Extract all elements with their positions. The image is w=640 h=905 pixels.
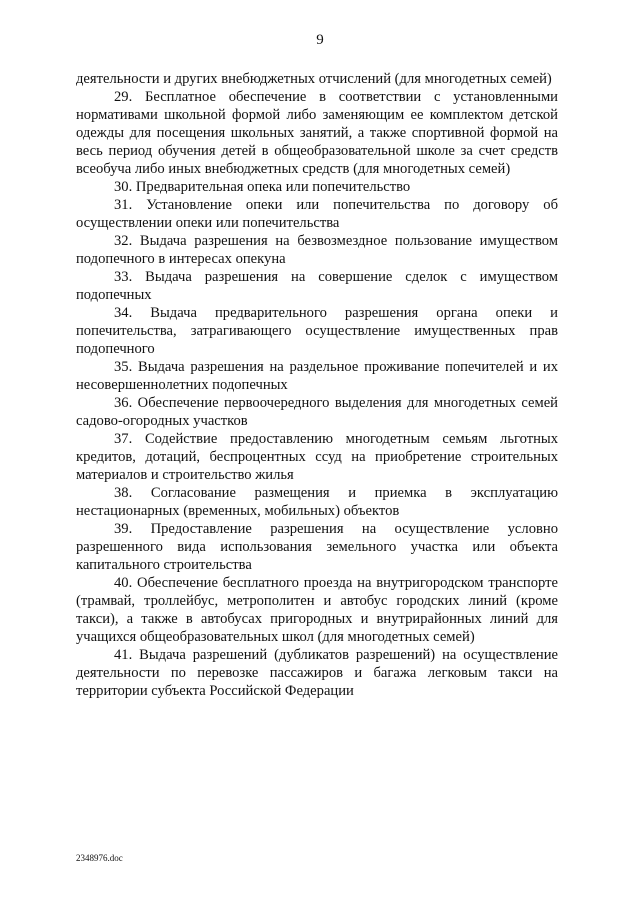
list-item: 33. Выдача разрешения на совершение сделок с имуществом подопечных (76, 269, 558, 303)
list-item: 34. Выдача предварительного разрешения органа опеки и попечительства, затрагивающего осуществление имущественных прав подопечного (76, 305, 558, 357)
list-item: 38. Согласование размещения и приемка в эксплуатацию нестационарных (временных, мобильных) объектов (76, 485, 558, 519)
footer-filename: 2348976.doc (76, 853, 123, 863)
list-item: 36. Обеспечение первоочередного выделения для многодетных семей садово-огородных участков (76, 395, 558, 429)
continuation-text: деятельности и других внебюджетных отчислений (для многодетных семей) (76, 71, 552, 87)
list-item: 32. Выдача разрешения на безвозмездное пользование имуществом подопечного в интересах опекуна (76, 233, 558, 267)
page-number: 9 (316, 32, 324, 48)
list-item: 30. Предварительная опека или попечительство (114, 179, 411, 195)
list-item: 39. Предоставление разрешения на осуществление условно разрешенного вида использования земельного участка или объекта капитального строительства (76, 521, 558, 573)
list-item: 41. Выдача разрешений (дубликатов разрешений) на осуществление деятельности по перевозке пассажиров и багажа легковым такси на территории субъекта Российской Федерации (76, 647, 558, 699)
list-item: 31. Установление опеки или попечительства по договору об осуществлении опеки или попечительства (76, 197, 558, 231)
list-item: 40. Обеспечение бесплатного проезда на внутригородском транспорте (трамвай, троллейбус, метрополитен и автобус городских линий (кроме такси), а также в автобусах пригородных и внутрирайонных линий для учащихся общеобразовательных школ (для многодетных семей) (76, 575, 558, 645)
list-item: 35. Выдача разрешения на раздельное проживание попечителей и их несовершеннолетних подопечных (76, 359, 558, 393)
document-body (76, 70, 558, 700)
list-item: 37. Содействие предоставлению многодетным семьям льготных кредитов, дотаций, беспроцентных ссуд на приобретение строительных материалов и строительство жилья (76, 431, 558, 483)
list-item: 29. Бесплатное обеспечение в соответствии с установленными нормативами школьной формой либо заменяющим ее комплектом детской одежды для посещения школьных занятий, а также спортивной формой на весь период обучения детей в общеобразовательной школе за счет средств всеобуча либо иных внебюджетных средств (для многодетных семей) (76, 89, 558, 177)
